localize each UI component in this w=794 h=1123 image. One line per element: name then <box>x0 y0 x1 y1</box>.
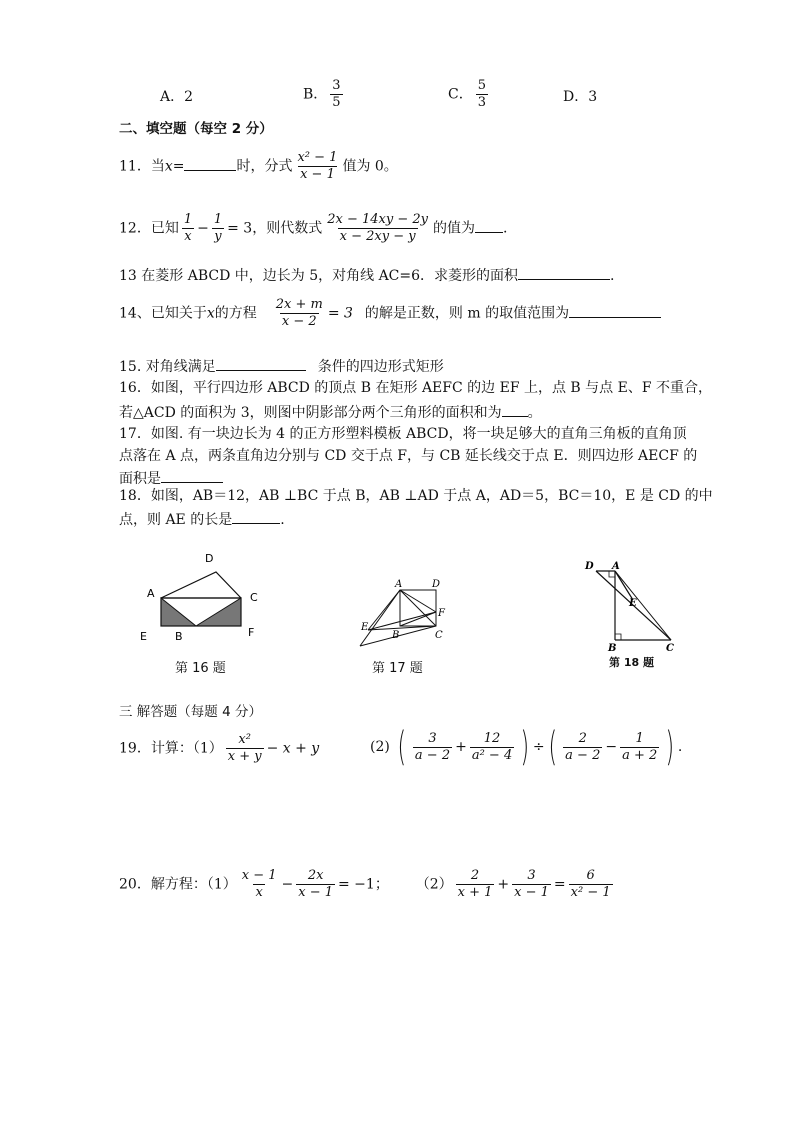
fig18-segment-ae <box>615 571 633 600</box>
fig17-label-c: C <box>435 630 443 641</box>
question-20: 20．解方程：（1） $\frac{x - 1}{x}$ − $\frac{2x}{x - 1}$ = −1； （2） $\frac{2}{x + 1}$ + $\frac{3}{x - 1}$ = $\frac{6}{\text{x² − 1}}$ <box>119 868 611 900</box>
fig18-label-a: A <box>612 561 620 572</box>
question-17-line-3: 面积是 <box>119 468 223 488</box>
fig16-label-d: D <box>205 552 214 565</box>
fig17-caption: 第 17 题 <box>372 661 423 676</box>
fig17-label-d: D <box>432 579 441 590</box>
fig18-label-b: B <box>608 643 617 654</box>
question-17-line-2: 点落在 A 点，两条直角边分别与 CD 交于点 F，与 CB 延长线交于点 E．则四边形 AECF 的 <box>119 448 698 464</box>
question-14: 14、已知关于x的方程 $\frac{2x + m}{x - 2}$ = 3 的解是正数，则 m 的取值范围为 <box>119 297 661 330</box>
question-19-part-2: (2) ( $\frac{3}{a - 2}$ + $\frac{12}{\text{a² − 4}}$ ) ÷( $\frac{2}{a - 2}$ − $\frac{1}{a + 2}$ ) . <box>370 724 683 770</box>
q17-answer-blank[interactable] <box>161 468 223 483</box>
question-11: 11．当x= 时，分式 $\frac{\text{x² − 1}}{x - 1}$ 值为 0。 <box>119 150 398 182</box>
fig16-parallelogram-abcd <box>161 572 241 598</box>
q14-answer-blank[interactable] <box>569 303 661 318</box>
fig17-label-b: B <box>392 630 400 641</box>
question-15: 15. 对角线满足 条件的四边形式矩形 <box>119 356 444 376</box>
fig16-shaded-triangles <box>161 598 241 626</box>
fig18-label-d: D <box>585 561 594 572</box>
question-18-line-2: 点，则 AE 的长是 . <box>119 509 285 529</box>
q10-option-d: D．3 <box>563 89 598 105</box>
fig18-right-angle-b <box>615 634 621 640</box>
q11-answer-blank[interactable] <box>184 156 236 171</box>
fig16-label-e: E <box>140 630 147 643</box>
question-19-part-1: 19．计算：（1） $\frac{\text{x²}}{x + y}$ − x + y <box>119 732 320 764</box>
fig18-caption: 第 18 题 <box>609 656 654 669</box>
q18-answer-blank[interactable] <box>232 509 280 524</box>
fig16-label-b: B <box>175 630 183 643</box>
q10-option-a: A．2 <box>160 89 194 105</box>
question-18-line-1: 18．如图，AB＝12，AB ⊥BC 于点 B，AB ⊥AD 于点 A，AD＝5，BC＝10，E 是 CD 的中 <box>119 488 713 504</box>
fig16-label-c: C <box>250 591 258 604</box>
question-17-line-1: 17．如图. 有一块边长为 4 的正方形塑料模板 ABCD，将一块足够大的直角三角板的直角顶 <box>119 426 687 442</box>
fig16-label-a: A <box>147 587 155 600</box>
figure-16 <box>120 548 280 648</box>
question-12: 12．已知 $\frac{1}{x}$ − $\frac{1}{y}$ = 3，则代数式 $\frac{2x - 14xy - 2y}{x - 2xy - y}$ 的值为 . <box>119 212 508 244</box>
fig17-line-bf <box>400 612 436 626</box>
fig18-segment-ac <box>615 571 671 640</box>
section-3-title: 三 解答题（每题 4 分） <box>119 704 262 720</box>
question-16-line-2: 若△ACD 的面积为 3，则图中阴影部分两个三角形的面积和为 。 <box>119 402 542 422</box>
fig16-label-f: F <box>248 626 255 639</box>
fig17-line-ec <box>368 626 436 630</box>
fig17-label-a: A <box>395 579 403 590</box>
q10-option-c: C． $\frac{5}{3}$ <box>448 78 486 110</box>
figure-18 <box>580 556 680 656</box>
q12-answer-blank[interactable] <box>475 218 503 233</box>
fig18-label-c: C <box>666 643 674 654</box>
fig18-label-e: E <box>629 598 637 609</box>
question-16-line-1: 16．如图，平行四边形 ABCD 的顶点 B 在矩形 AEFC 的边 EF 上，点 B 与点 E、F 不重合， <box>119 380 713 396</box>
q10-option-b: B． $\frac{3}{5}$ <box>303 78 341 110</box>
section-2-title: 二、填空题（每空 2 分） <box>119 121 273 137</box>
q13-answer-blank[interactable] <box>518 265 610 280</box>
question-13: 13 在菱形 ABCD 中，边长为 5，对角线 AC=6．求菱形的面积 . <box>119 265 614 285</box>
fig17-label-e: E <box>361 622 369 633</box>
q15-answer-blank[interactable] <box>216 356 306 371</box>
fig16-caption: 第 16 题 <box>175 661 226 676</box>
q16-answer-blank[interactable] <box>502 402 528 417</box>
fig17-label-f: F <box>438 608 445 619</box>
figure-17 <box>355 572 455 654</box>
